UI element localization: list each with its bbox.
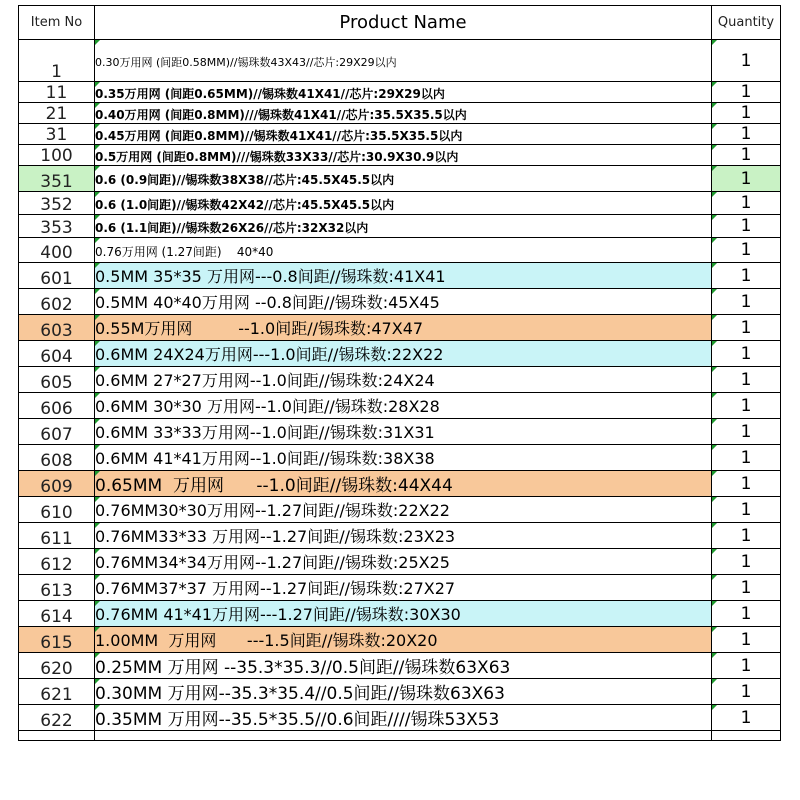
quantity-cell[interactable]: 1 (712, 263, 781, 289)
product-name-cell[interactable] (95, 523, 712, 549)
product-name-cell[interactable] (95, 445, 712, 471)
product-name-text: 1.00MM 万用网 ---1.5间距//锡珠数:20X20 (95, 631, 438, 650)
product-name-text: 0.6 (1.1间距)//锡珠数26X26//芯片:32X32以内 (95, 220, 369, 235)
empty-cell[interactable] (19, 731, 95, 741)
quantity-cell[interactable]: 1 (712, 549, 781, 575)
empty-cell[interactable] (95, 731, 712, 741)
quantity-cell[interactable]: 1 (712, 497, 781, 523)
item-no-cell[interactable]: 621 (19, 679, 95, 705)
item-no-cell[interactable]: 611 (19, 523, 95, 549)
quantity-cell[interactable]: 1 (712, 705, 781, 731)
table-row (19, 393, 781, 419)
table-row (19, 124, 781, 145)
product-name-cell[interactable] (95, 145, 712, 166)
product-name-cell[interactable] (95, 497, 712, 523)
item-no-cell[interactable]: 607 (19, 419, 95, 445)
quantity-cell[interactable]: 1 (712, 238, 781, 263)
product-name-text: 0.76万用网 (1.27间距) 40*40 (95, 244, 274, 259)
table-row (19, 40, 781, 82)
table-row (19, 419, 781, 445)
table-row (19, 341, 781, 367)
quantity-cell[interactable]: 1 (712, 419, 781, 445)
item-no-cell[interactable]: 615 (19, 627, 95, 653)
header-product-name[interactable]: Product Name (95, 6, 712, 40)
product-name-cell[interactable] (95, 393, 712, 419)
product-name-text: 0.40万用网 (间距0.8MM)///锡珠数41X41//芯片:35.5X35.5以内 (95, 107, 467, 122)
quantity-cell[interactable]: 1 (712, 471, 781, 497)
product-name-cell[interactable] (95, 263, 712, 289)
product-name-cell[interactable] (95, 549, 712, 575)
table-row (19, 192, 781, 215)
table-row (19, 166, 781, 192)
product-name-text: 0.6MM 27*27万用网--1.0间距//锡珠数:24X24 (95, 371, 435, 390)
quantity-cell[interactable]: 1 (712, 367, 781, 393)
product-name-text: 0.76MM33*33 万用网--1.27间距//锡珠数:23X23 (95, 527, 456, 546)
product-name-cell[interactable] (95, 601, 712, 627)
product-name-cell[interactable] (95, 289, 712, 315)
product-name-text: 0.76MM 41*41万用网---1.27间距//锡珠数:30X30 (95, 605, 461, 624)
quantity-cell[interactable]: 1 (712, 575, 781, 601)
table-row (19, 367, 781, 393)
product-name-cell[interactable] (95, 40, 712, 82)
quantity-cell[interactable]: 1 (712, 679, 781, 705)
product-name-cell[interactable] (95, 166, 712, 192)
table-row (19, 315, 781, 341)
item-no-cell[interactable]: 620 (19, 653, 95, 679)
table-row (19, 497, 781, 523)
table-row-empty (19, 731, 781, 741)
product-name-text: 0.25MM 万用网 --35.3*35.3//0.5间距//锡珠数63X63 (95, 658, 511, 678)
quantity-cell[interactable]: 1 (712, 103, 781, 124)
product-name-text: 0.76MM34*34万用网--1.27间距//锡珠数:25X25 (95, 553, 450, 572)
table-row (19, 238, 781, 263)
table-row (19, 263, 781, 289)
table-row (19, 215, 781, 238)
table-row (19, 523, 781, 549)
product-name-text: 0.5MM 40*40万用网 --0.8间距//锡珠数:45X45 (95, 293, 440, 312)
product-name-cell[interactable] (95, 238, 712, 263)
product-name-text: 0.6 (0.9间距)//锡珠数38X38//芯片:45.5X45.5以内 (95, 173, 395, 187)
quantity-cell[interactable]: 1 (712, 315, 781, 341)
quantity-cell[interactable]: 1 (712, 215, 781, 238)
product-name-cell[interactable] (95, 315, 712, 341)
quantity-cell[interactable]: 1 (712, 40, 781, 82)
quantity-cell[interactable]: 1 (712, 145, 781, 166)
item-no-cell[interactable]: 622 (19, 705, 95, 731)
product-name-cell[interactable] (95, 103, 712, 124)
table-row (19, 705, 781, 731)
product-name-cell[interactable] (95, 341, 712, 367)
item-no-cell[interactable]: 31 (19, 124, 95, 145)
product-name-cell[interactable] (95, 192, 712, 215)
quantity-cell[interactable]: 1 (712, 124, 781, 145)
product-name-text: 0.6MM 41*41万用网--1.0间距//锡珠数:38X38 (95, 449, 435, 468)
product-name-text: 0.35万用网 (间距0.65MM)//锡珠数41X41//芯片:29X29以内 (95, 86, 445, 101)
product-name-text: 0.55M万用网 --1.0间距//锡珠数:47X47 (95, 319, 424, 338)
item-no-cell[interactable]: 610 (19, 497, 95, 523)
product-name-cell[interactable] (95, 419, 712, 445)
quantity-cell[interactable]: 1 (712, 289, 781, 315)
item-no-cell[interactable]: 400 (19, 238, 95, 263)
product-name-cell[interactable] (95, 124, 712, 145)
quantity-cell[interactable]: 1 (712, 341, 781, 367)
item-no-cell[interactable]: 608 (19, 445, 95, 471)
product-name-text: 0.35MM 万用网--35.5*35.5//0.6间距////锡珠53X53 (95, 710, 500, 730)
table-row (19, 82, 781, 103)
product-name-cell[interactable] (95, 575, 712, 601)
table-row (19, 653, 781, 679)
item-no-cell[interactable]: 603 (19, 315, 95, 341)
product-name-cell[interactable] (95, 367, 712, 393)
product-name-text: 0.6MM 33*33万用网--1.0间距//锡珠数:31X31 (95, 423, 435, 442)
quantity-cell[interactable]: 1 (712, 627, 781, 653)
quantity-cell[interactable]: 1 (712, 601, 781, 627)
item-no-cell[interactable]: 352 (19, 192, 95, 215)
header-item-no[interactable]: Item No (19, 6, 95, 40)
quantity-cell[interactable]: 1 (712, 445, 781, 471)
table-row (19, 601, 781, 627)
product-name-cell[interactable] (95, 627, 712, 653)
item-no-cell[interactable]: 614 (19, 601, 95, 627)
table-row (19, 627, 781, 653)
quantity-cell[interactable]: 1 (712, 82, 781, 103)
item-no-cell[interactable]: 21 (19, 103, 95, 124)
product-name-text: 0.76MM37*37 万用网--1.27间距//锡珠数:27X27 (95, 579, 456, 598)
table-row (19, 679, 781, 705)
product-name-cell[interactable] (95, 679, 712, 705)
item-no-cell[interactable]: 612 (19, 549, 95, 575)
item-no-cell[interactable]: 609 (19, 471, 95, 497)
item-no-cell[interactable]: 1 (19, 40, 95, 82)
product-name-text: 0.30MM 万用网--35.3*35.4//0.5间距//锡珠数63X63 (95, 684, 505, 704)
product-name-cell[interactable] (95, 653, 712, 679)
quantity-cell[interactable]: 1 (712, 523, 781, 549)
product-name-cell[interactable] (95, 215, 712, 238)
product-name-text: 0.45万用网 (间距0.8MM)//锡珠数41X41//芯片:35.5X35.5以内 (95, 128, 463, 143)
item-no-cell[interactable]: 100 (19, 145, 95, 166)
item-no-cell[interactable]: 602 (19, 289, 95, 315)
product-name-cell[interactable] (95, 471, 712, 497)
table-row (19, 289, 781, 315)
product-name-text: 0.30万用网 (间距0.58MM)//锡珠数43X43//芯片:29X29以内 (95, 56, 397, 69)
quantity-cell[interactable]: 1 (712, 653, 781, 679)
product-name-cell[interactable] (95, 705, 712, 731)
product-name-text: 0.5MM 35*35 万用网---0.8间距//锡珠数:41X41 (95, 267, 446, 286)
table-row (19, 575, 781, 601)
product-name-cell[interactable] (95, 82, 712, 103)
table-row (19, 549, 781, 575)
quantity-cell[interactable]: 1 (712, 192, 781, 215)
quantity-cell[interactable]: 1 (712, 166, 781, 192)
product-table (18, 5, 781, 741)
product-name-text: 0.6 (1.0间距)//锡珠数42X42//芯片:45.5X45.5以内 (95, 197, 395, 212)
table-row (19, 445, 781, 471)
item-no-cell[interactable]: 11 (19, 82, 95, 103)
table-row (19, 103, 781, 124)
table-row (19, 471, 781, 497)
product-name-text: 0.76MM30*30万用网--1.27间距//锡珠数:22X22 (95, 501, 450, 520)
quantity-cell[interactable]: 1 (712, 393, 781, 419)
empty-cell[interactable] (712, 731, 781, 741)
item-no-cell[interactable]: 601 (19, 263, 95, 289)
item-no-cell[interactable]: 351 (19, 166, 95, 192)
product-name-text: 0.5万用网 (间距0.8MM)///锡珠数33X33//芯片:30.9X30.9以内 (95, 149, 459, 164)
header-quantity[interactable]: Quantity (712, 6, 781, 40)
item-no-cell[interactable]: 606 (19, 393, 95, 419)
product-name-text: 0.65MM 万用网 --1.0间距//锡珠数:44X44 (95, 476, 453, 496)
header-row (19, 6, 781, 40)
item-no-cell[interactable]: 605 (19, 367, 95, 393)
table-row (19, 145, 781, 166)
item-no-cell[interactable]: 353 (19, 215, 95, 238)
product-name-text: 0.6MM 30*30 万用网--1.0间距//锡珠数:28X28 (95, 397, 440, 416)
product-name-text: 0.6MM 24X24万用网---1.0间距//锡珠数:22X22 (95, 345, 444, 364)
item-no-cell[interactable]: 604 (19, 341, 95, 367)
item-no-cell[interactable]: 613 (19, 575, 95, 601)
